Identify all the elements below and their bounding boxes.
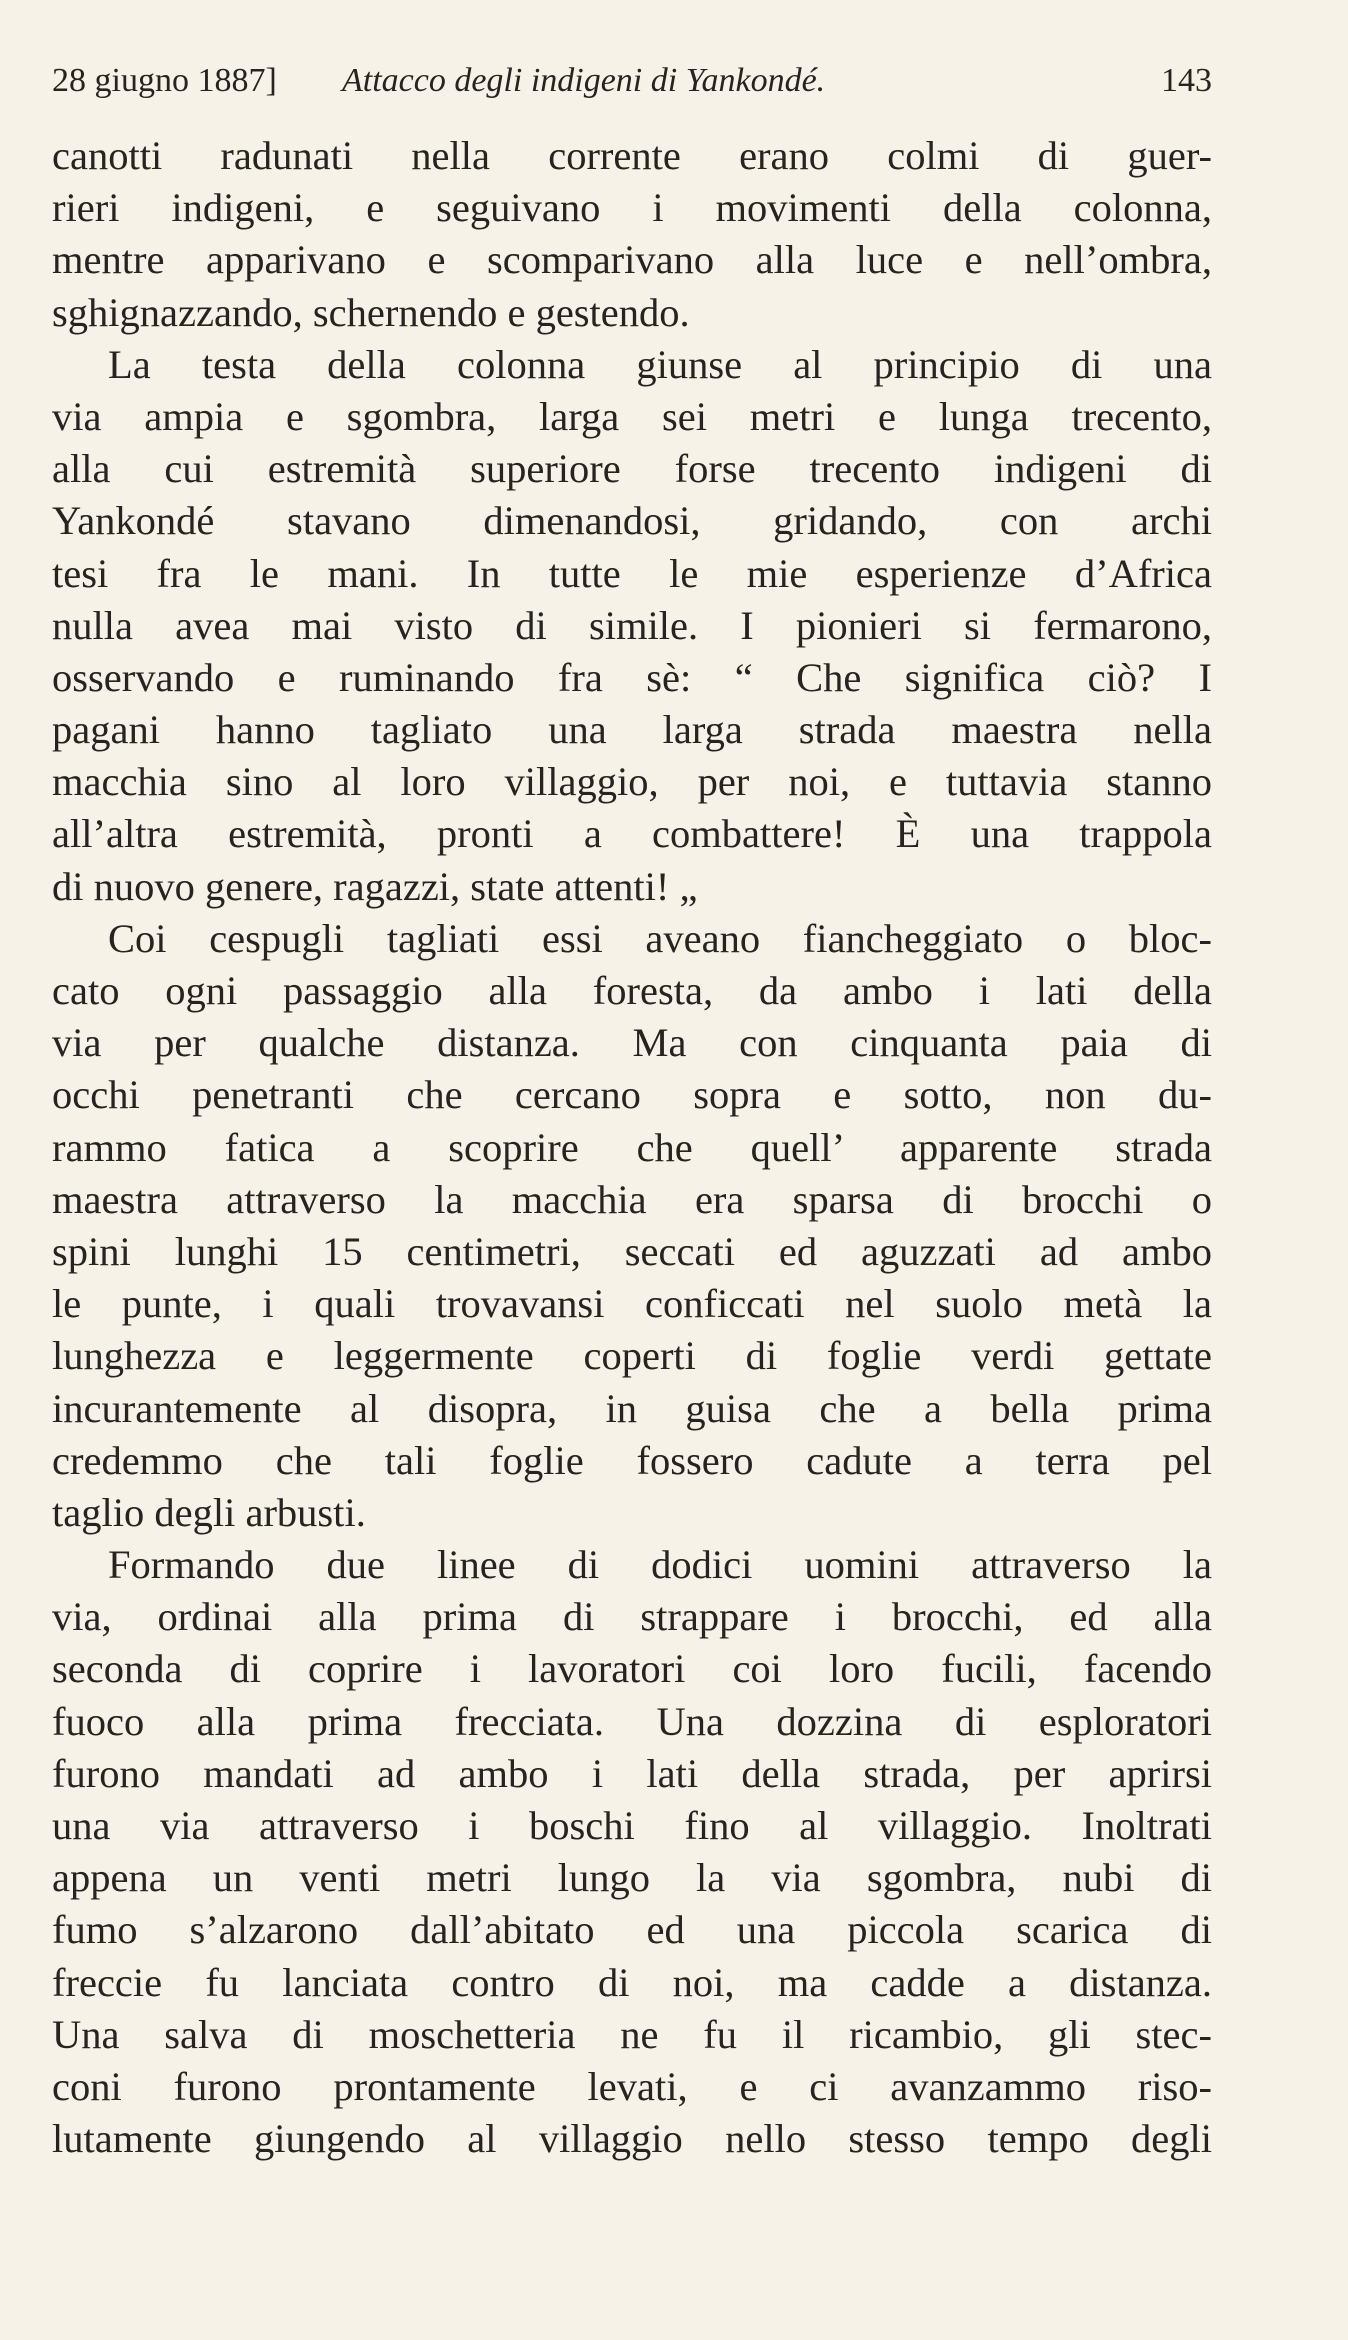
text-line: di nuovo genere, ragazzi, state attenti! „ xyxy=(52,863,698,909)
paragraph-start-line: Coi cespugli tagliati essi aveano fiancheggiato o bloc- xyxy=(108,915,1212,961)
text-line: mentre apparivano e scomparivano alla luce e nell’ombra, xyxy=(52,237,1212,283)
text-line: macchia sino al loro villaggio, per noi, e tuttavia stanno xyxy=(52,759,1212,805)
body-text xyxy=(52,130,1212,2165)
text-line: all’altra estremità, pronti a combattere! È una trappola xyxy=(52,811,1212,857)
text-line: coni furono prontamente levati, e ci avanzammo riso- xyxy=(52,2063,1212,2109)
text-line: canotti radunati nella corrente erano colmi di guer- xyxy=(52,133,1212,178)
text-line: osservando e ruminando fra sè: “ Che significa ciò? I xyxy=(52,654,1212,700)
text-line: appena un venti metri lungo la via sgombra, nubi di xyxy=(52,1855,1212,1901)
text-line: tesi fra le mani. In tutte le mie esperienze d’Africa xyxy=(52,550,1212,596)
text-line: maestra attraverso la macchia era sparsa di brocchi o xyxy=(52,1176,1212,1222)
text-line: furono mandati ad ambo i lati della strada, per aprirsi xyxy=(52,1750,1212,1796)
text-line: spini lunghi 15 centimetri, seccati ed aguzzati ad ambo xyxy=(52,1228,1212,1274)
text-line: lutamente giungendo al villaggio nello stesso tempo degli xyxy=(52,2116,1212,2162)
text-line: taglio degli arbusti. xyxy=(52,1489,366,1535)
text-line: freccie fu lanciata contro di noi, ma cadde a distanza. xyxy=(52,1959,1212,2005)
text-line: credemmo che tali foglie fossero cadute a terra pel xyxy=(52,1437,1212,1483)
text-line: fumo s’alzarono dall’abitato ed una piccola scarica di xyxy=(52,1907,1212,1953)
paragraph-start-line: Formando due linee di dodici uomini attraverso la xyxy=(108,1542,1212,1588)
text-line: rieri indigeni, e seguivano i movimenti della colonna, xyxy=(52,185,1212,231)
text-line: fuoco alla prima frecciata. Una dozzina di esploratori xyxy=(52,1698,1212,1744)
text-line: via per qualche distanza. Ma con cinquanta paia di xyxy=(52,1020,1212,1066)
text-line: incurantemente al disopra, in guisa che a bella prima xyxy=(52,1385,1212,1431)
paragraph-start-line: La testa della colonna giunse al principio di una xyxy=(108,341,1212,387)
text-line: le punte, i quali trovavansi conficcati nel suolo metà la xyxy=(52,1281,1212,1327)
text-line: pagani hanno tagliato una larga strada maestra nella xyxy=(52,707,1212,753)
text-line: rammo fatica a scoprire che quell’ apparente strada xyxy=(52,1124,1212,1170)
text-line: via, ordinai alla prima di strappare i brocchi, ed alla xyxy=(52,1594,1212,1640)
text-line: Yankondé stavano dimenandosi, gridando, con archi xyxy=(52,498,1212,544)
text-line: lunghezza e leggermente coperti di foglie verdi gettate xyxy=(52,1333,1212,1379)
text-line: via ampia e sgombra, larga sei metri e lunga trecento, xyxy=(52,393,1212,439)
running-head xyxy=(52,56,1212,106)
header-title: Attacco degli indigeni di Yankondé. xyxy=(342,62,826,99)
text-line: una via attraverso i boschi fino al villaggio. Inoltrati xyxy=(52,1803,1212,1848)
text-line: Una salva di moschetteria ne fu il ricambio, gli stec- xyxy=(52,2011,1212,2057)
text-line: sghignazzando, schernendo e gestendo. xyxy=(52,289,690,335)
text-line: seconda di coprire i lavoratori coi loro fucili, facendo xyxy=(52,1646,1212,1692)
header-date: 28 giugno 1887] xyxy=(52,62,277,99)
page-number: 143 xyxy=(1161,62,1212,99)
text-line: alla cui estremità superiore forse trecento indigeni di xyxy=(52,446,1212,492)
text-line: nulla avea mai visto di simile. I pionieri si fermarono, xyxy=(52,602,1212,648)
text-line: cato ogni passaggio alla foresta, da ambo i lati della xyxy=(52,968,1212,1013)
text-line: occhi penetranti che cercano sopra e sotto, non du- xyxy=(52,1072,1212,1118)
